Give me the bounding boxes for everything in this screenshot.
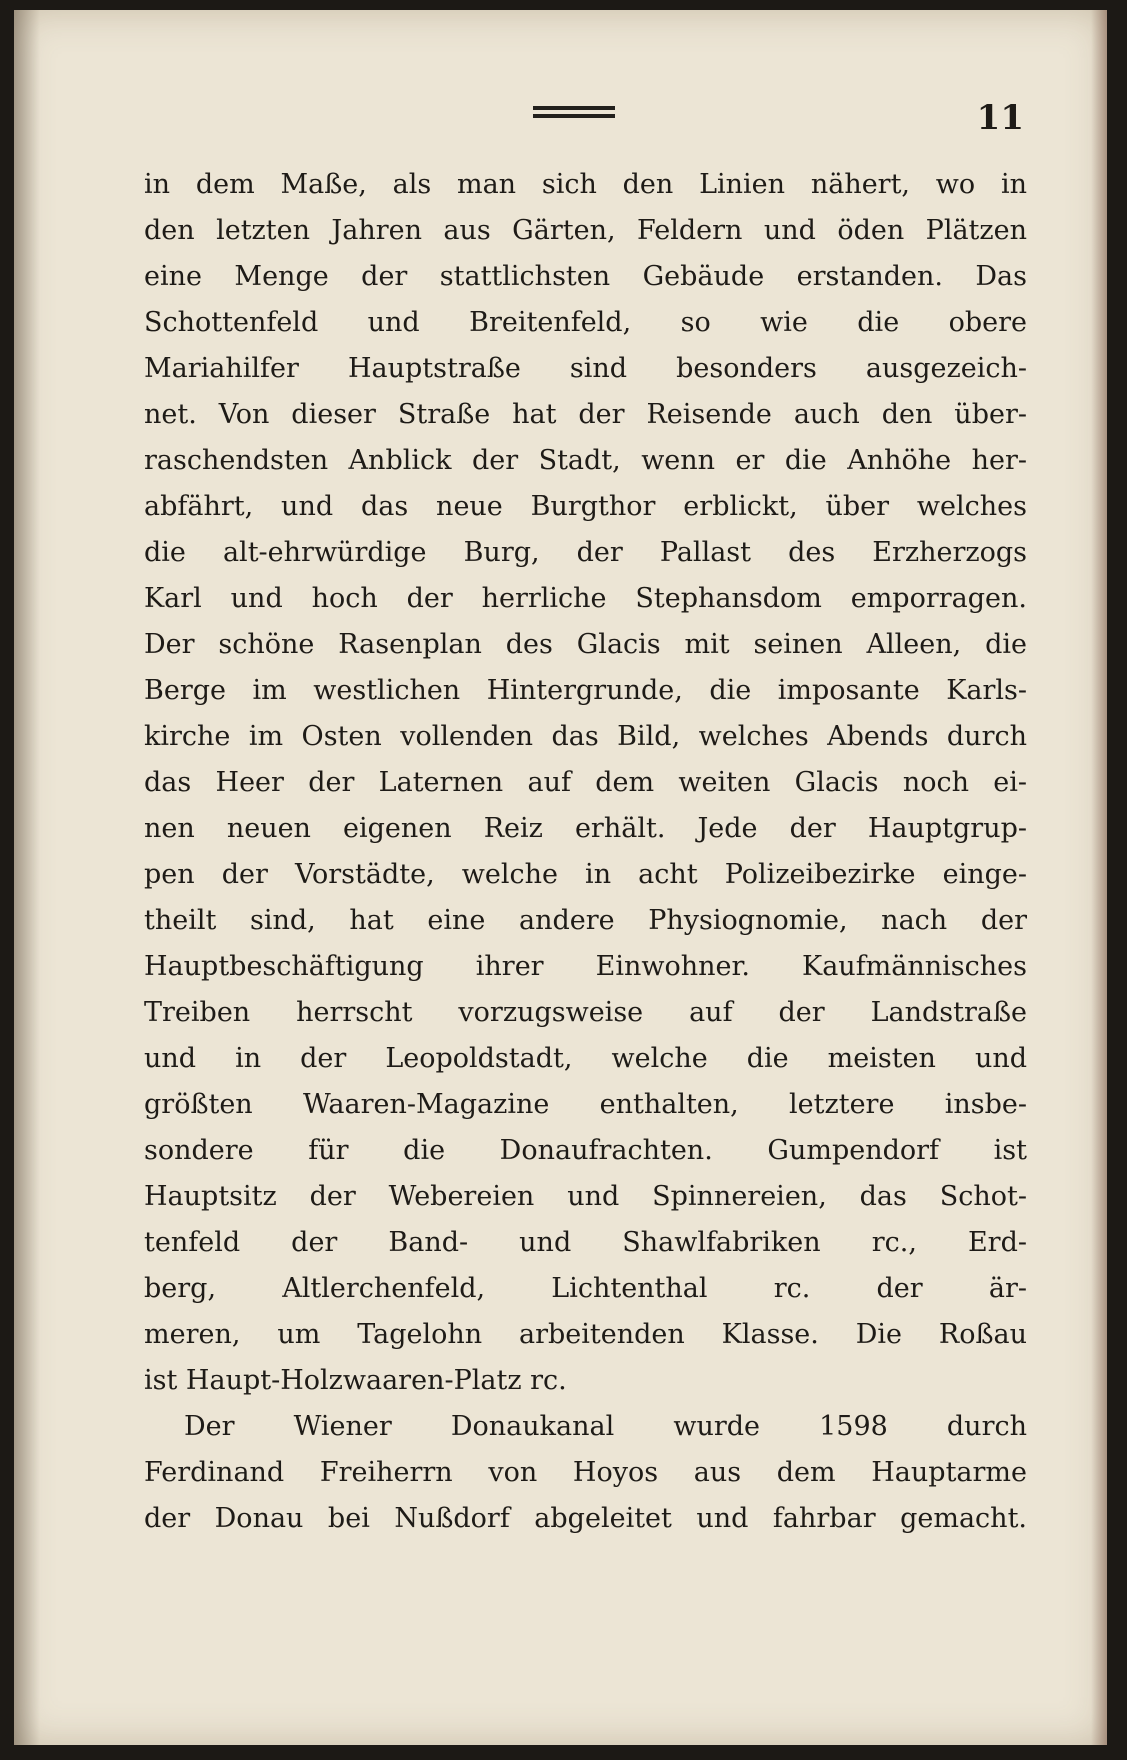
page-edge bbox=[1091, 10, 1107, 1745]
text-line: der Donau bei Nußdorf abgeleitet und fahrbar gemacht. bbox=[144, 1503, 1027, 1534]
text-line: die alt-ehrwürdige Burg, der Pallast des Erzherzogs bbox=[144, 537, 1027, 568]
text-line: ist Haupt-Holzwaaren-Platz rc. bbox=[144, 1365, 567, 1396]
spine-shadow bbox=[14, 10, 40, 1745]
text-line: raschendsten Anblick der Stadt, wenn er die Anhöhe her- bbox=[144, 445, 1027, 476]
text-line: den letzten Jahren aus Gärten, Feldern und öden Plätzen bbox=[144, 215, 1027, 246]
text-line: nen neuen eigenen Reiz erhält. Jede der Hauptgrup- bbox=[144, 813, 1027, 844]
text-line: berg, Altlerchenfeld, Lichtenthal rc. der är- bbox=[144, 1273, 1027, 1304]
text-line: sondere für die Donaufrachten. Gumpendorf ist bbox=[144, 1135, 1027, 1166]
header-rule bbox=[533, 106, 615, 122]
text-line: Schottenfeld und Breitenfeld, so wie die obere bbox=[144, 307, 1027, 338]
text-line: theilt sind, hat eine andere Physiognomie, nach der bbox=[144, 905, 1027, 936]
text-line: in dem Maße, als man sich den Linien nähert, wo in bbox=[144, 169, 1027, 200]
text-line: und in der Leopoldstadt, welche die meisten und bbox=[144, 1043, 1027, 1074]
text-line: kirche im Osten vollenden das Bild, welches Abends durch bbox=[144, 721, 1027, 752]
text-line: Der Wiener Donaukanal wurde 1598 durch bbox=[184, 1411, 1027, 1442]
text-line: größten Waaren-Magazine enthalten, letztere insbe- bbox=[144, 1089, 1027, 1120]
text-line: Karl und hoch der herrliche Stephansdom emporragen. bbox=[144, 583, 1027, 614]
text-line: das Heer der Laternen auf dem weiten Glacis noch ei- bbox=[144, 767, 1027, 798]
text-line: pen der Vorstädte, welche in acht Polizeibezirke einge- bbox=[144, 859, 1027, 890]
text-line: abfährt, und das neue Burgthor erblickt, über welches bbox=[144, 491, 1027, 522]
text-line: tenfeld der Band- und Shawlfabriken rc., Erd- bbox=[144, 1227, 1027, 1258]
text-line: Berge im westlichen Hintergrunde, die imposante Karls- bbox=[144, 675, 1027, 706]
book-page bbox=[14, 10, 1107, 1745]
text-line: Hauptbeschäftigung ihrer Einwohner. Kaufmännisches bbox=[144, 951, 1027, 982]
text-line: Hauptsitz der Webereien und Spinnereien, das Schot- bbox=[144, 1181, 1027, 1212]
text-line: Treiben herrscht vorzugsweise auf der Landstraße bbox=[144, 997, 1027, 1028]
text-line: Ferdinand Freiherrn von Hoyos aus dem Hauptarme bbox=[144, 1457, 1027, 1488]
text-line: net. Von dieser Straße hat der Reisende auch den über- bbox=[144, 399, 1027, 430]
text-line: eine Menge der stattlichsten Gebäude erstanden. Das bbox=[144, 261, 1027, 292]
text-line: Der schöne Rasenplan des Glacis mit seinen Alleen, die bbox=[144, 629, 1027, 660]
body-text bbox=[144, 162, 1027, 1542]
text-line: meren, um Tagelohn arbeitenden Klasse. Die Roßau bbox=[144, 1319, 1027, 1350]
text-line: Mariahilfer Hauptstraße sind besonders ausgezeich- bbox=[144, 353, 1027, 384]
page-number: 11 bbox=[976, 98, 1024, 138]
